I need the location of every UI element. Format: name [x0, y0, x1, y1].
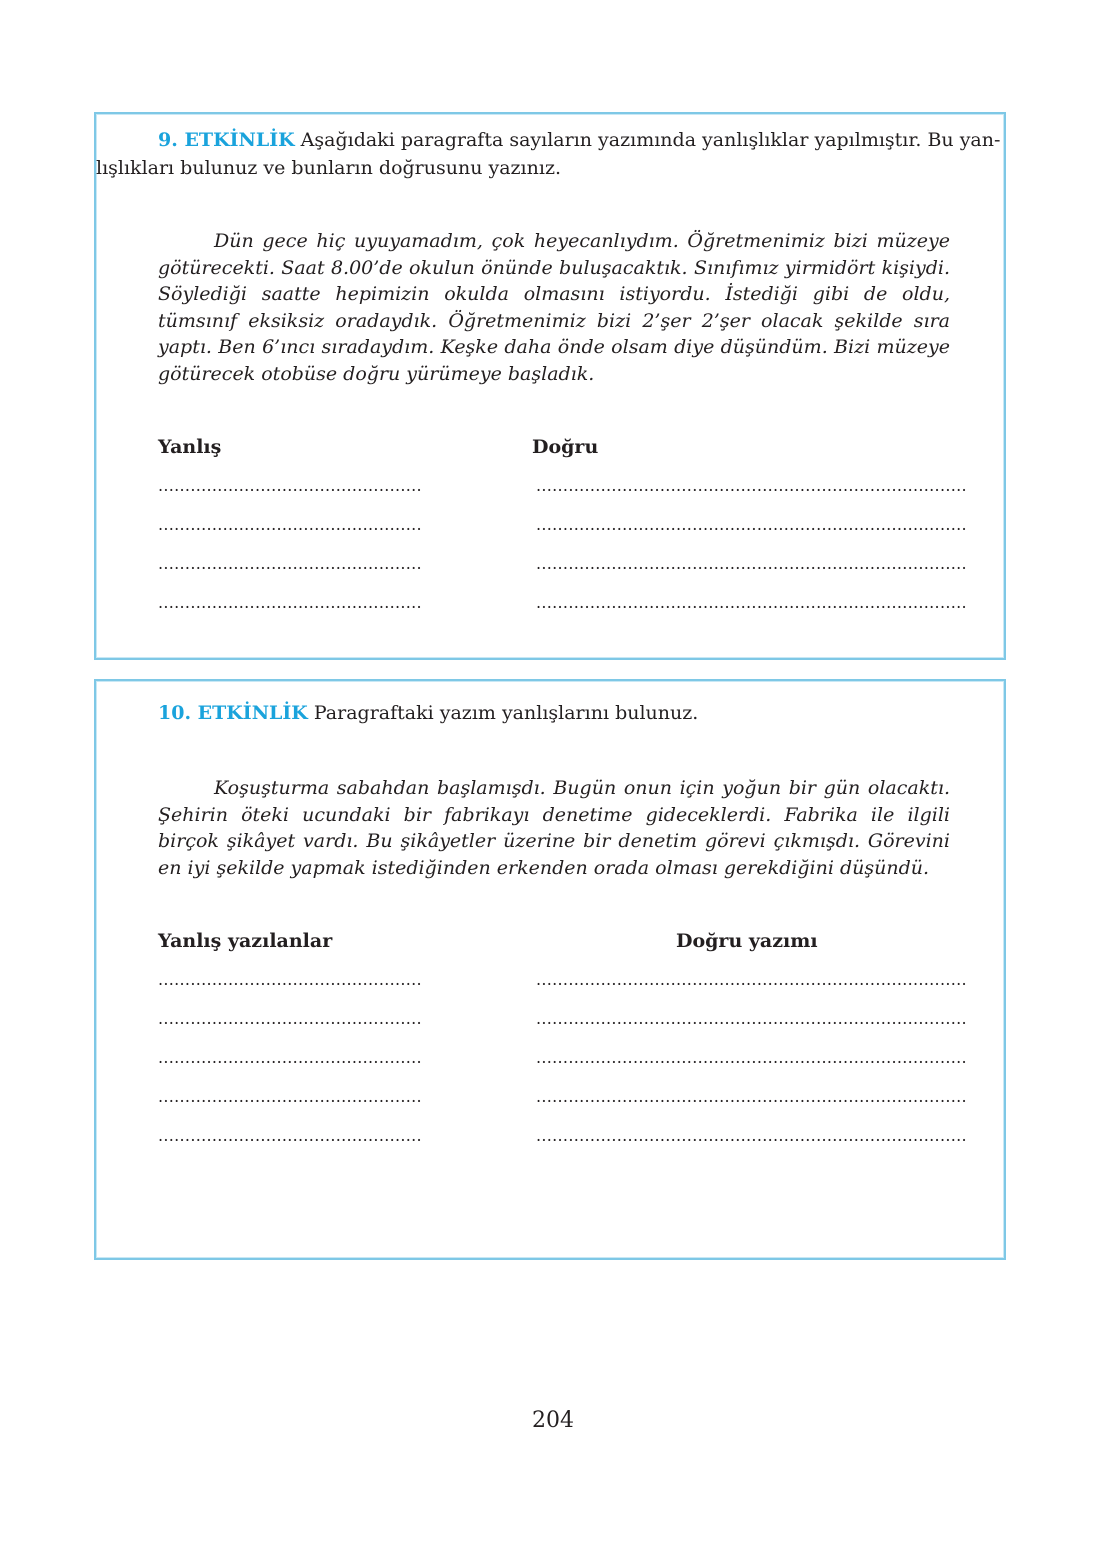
activity-10-box: [94, 679, 1006, 1260]
answer-line-right[interactable]: ................................................................................: [536, 515, 967, 534]
answer-line-left[interactable]: .................................................: [158, 1126, 422, 1145]
activity-9-paragraph-text: Dün gece hiç uyuyamadım, çok heyecanlıydım. Öğretmenimiz bizi müzeye götürecekti. Saat 8.00’de okulun önünde buluşacaktık. Sınıfımız yirmidört kişiydi. Söylediği saatte hepimizin okulda olmasını istiyordu. İstediği gibi de oldu, tümsınıf eksiksiz oradaydık. Öğretmenimiz bizi 2’şer 2’şer olacak şekilde sıra yaptı. Ben 6’ıncı sıradaydım. Keşke daha önde olsam diye düşündüm. Bizi müzeye götürecek otobüse doğru yürümeye başladık.: [158, 230, 950, 385]
activity-10-paragraph-text: Koşuşturma sabahdan başlamışdı. Bugün onun için yoğun bir gün olacaktı. Şehirin öteki ucundaki bir fabrikayı denetime gideceklerdi. Fabrika ile ilgili birçok şikâyet vardı. Bu şikâyetler üzerine bir denetim görevi çıkmışdı. Görevini en iyi şekilde yapmak istediğinden erkenden orada olması gerekdiğini düşündü.: [158, 777, 950, 879]
answer-line-right[interactable]: ................................................................................: [536, 1048, 967, 1067]
answer-line-right[interactable]: ................................................................................: [536, 593, 967, 612]
answer-line-left[interactable]: .................................................: [158, 1048, 422, 1067]
answer-line-left[interactable]: .................................................: [158, 554, 422, 573]
activity-10-right-header: Doğru yazımı: [676, 930, 818, 952]
activity-9-instruction: [96, 126, 1002, 182]
activity-10-left-header: Yanlış yazılanlar: [158, 930, 333, 952]
activity-10-instruction-text: Paragraftaki yazım yanlışlarını bulunuz.: [313, 702, 699, 724]
activity-9-instruction-line1: Aşağıdaki paragrafta sayıların yazımında yanlışlıklar yapılmıştır. Bu yan-: [300, 129, 1001, 151]
answer-line-right[interactable]: ................................................................................: [536, 970, 967, 989]
answer-line-left[interactable]: .................................................: [158, 1009, 422, 1028]
activity-9-right-header: Doğru: [532, 436, 599, 458]
activity-10-paragraph: [158, 775, 950, 881]
answer-line-right[interactable]: ................................................................................: [536, 476, 967, 495]
answer-line-left[interactable]: .................................................: [158, 515, 422, 534]
answer-line-left[interactable]: .................................................: [158, 970, 422, 989]
activity-9-paragraph: [158, 228, 950, 387]
activity-10-label: 10. ETKİNLİK: [158, 702, 308, 724]
page-number: 204: [532, 1408, 574, 1433]
answer-line-left[interactable]: .................................................: [158, 593, 422, 612]
activity-9-box: [94, 112, 1006, 660]
answer-line-right[interactable]: ................................................................................: [536, 554, 967, 573]
answer-line-right[interactable]: ................................................................................: [536, 1087, 967, 1106]
answer-line-right[interactable]: ................................................................................: [536, 1009, 967, 1028]
activity-9-instruction-line2: lışlıkları bulunuz ve bunların doğrusunu yazınız.: [96, 157, 561, 179]
activity-9-left-header: Yanlış: [158, 436, 222, 458]
answer-line-left[interactable]: .................................................: [158, 1087, 422, 1106]
activity-10-instruction: [158, 699, 698, 727]
activity-9-label: 9. ETKİNLİK: [158, 129, 295, 151]
answer-line-left[interactable]: .................................................: [158, 476, 422, 495]
answer-line-right[interactable]: ................................................................................: [536, 1126, 967, 1145]
